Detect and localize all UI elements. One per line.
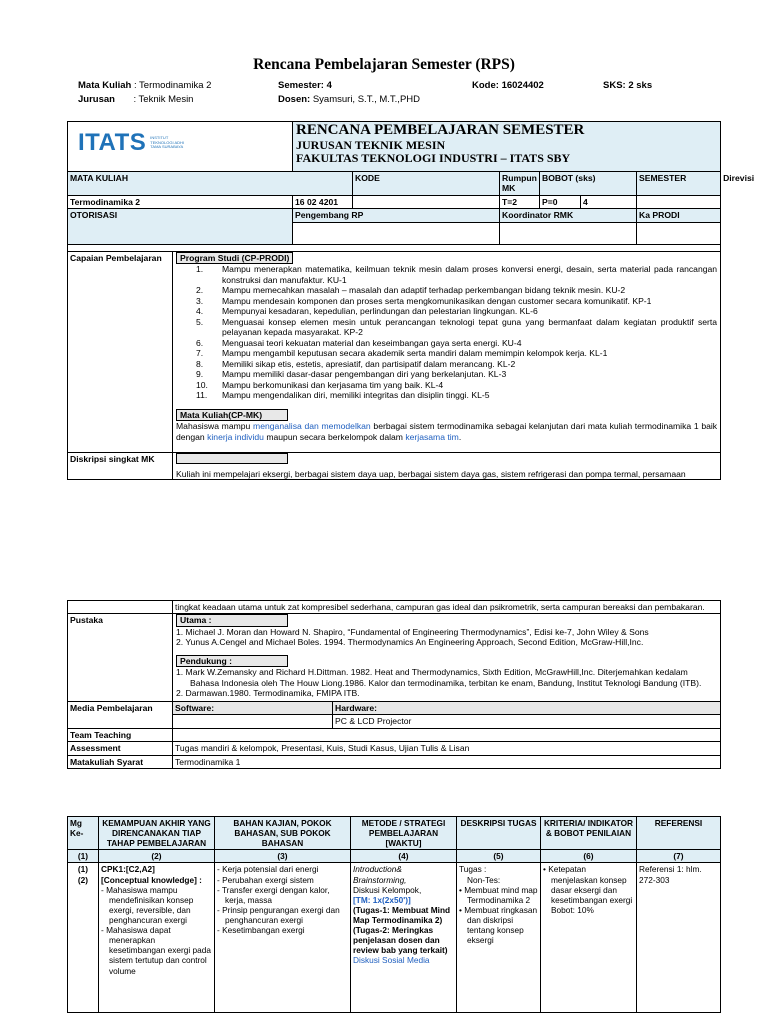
col-rumpun: Rumpun MK xyxy=(500,172,540,196)
pustaka-pendukung-item: 2. Darmawan.1980. Termodinamika, FMIPA ITB. xyxy=(176,688,360,699)
meta-mk-label: Mata Kuliah xyxy=(78,80,132,91)
pustaka-utama-item: 2. Yunus A.Cengel and Michael Boles. 1994. Thermodynamics An Engineering Approach, Second Edition, McGraw-Hill,Inc. xyxy=(176,637,644,648)
rps-header-titles xyxy=(293,122,721,172)
col-kode: KODE xyxy=(353,172,500,196)
capaian-content xyxy=(173,251,721,452)
rumpun-value xyxy=(353,195,500,208)
diskripsi-content xyxy=(173,453,721,480)
weekly-num: (5) xyxy=(457,850,541,863)
weekly-row xyxy=(68,863,721,1013)
pustaka-pendukung-label: Pendukung : xyxy=(176,655,288,667)
weekly-row-metode: Introduction& Brainstorming, Diskusi Kelompok, [TM: 1x(2x50')] (Tugas-1: Membuat Mind Map Termodinamika 2) (Tugas-2: Meringkas penjelasan dosen dan review bab yang terkait) Diskusi Sosial Media xyxy=(351,863,457,1013)
cp-prodi-item-number: 1. xyxy=(196,264,204,275)
weekly-num: (7) xyxy=(637,850,721,863)
cp-prodi-item-text: Menguasai teori kekuatan material dan keseimbangan gaya serta energi. KU-4 xyxy=(222,337,522,348)
assessment-value: Tugas mandiri & kelompok, Presentasi, Kuis, Studi Kasus, Ujian Tulis & Lisan xyxy=(173,742,721,755)
cp-prodi-item-number: 9. xyxy=(196,369,204,380)
cp-prodi-item-number: 4. xyxy=(196,306,204,317)
koordinator-label: Koordinator RMK xyxy=(500,209,637,222)
pengembang-label: Pengembang RP xyxy=(293,209,500,222)
media-label: Media Pembelajaran xyxy=(68,701,173,728)
cp-prodi-item-number: 11. xyxy=(196,390,208,401)
diskripsi-cont-text: tingkat keadaan utama untuk zat kompresibel sederhana, campuran gas ideal dan psikrometrik, serta campuran bereaksi dan pembakaran. xyxy=(173,601,721,614)
diskripsi-text: Kuliah ini mempelajari eksergi, berbagai sistem daya uap, berbagai sistem daya gas, sistem refrigerasi dan pompa termal, persamaan xyxy=(176,468,686,479)
cp-prodi-item-number: 6. xyxy=(196,337,204,348)
weekly-num: (2) xyxy=(99,850,215,863)
cp-prodi-item xyxy=(176,338,717,348)
media-software-label: Software: xyxy=(173,701,333,714)
meta-sks-label: SKS: xyxy=(603,80,626,91)
meta-kode-value: 16024402 xyxy=(501,80,544,91)
weekly-col-week: Mg Ke- xyxy=(68,817,99,850)
bobot-p: P=0 xyxy=(540,195,581,208)
weekly-row-kriteria: • Ketepatan menjelaskan konsep dasar eksergi dan kesetimbangan exergi Bobot: 10% xyxy=(541,863,637,1013)
kaprodi-value xyxy=(637,222,721,244)
meta-jurusan-value: : Teknik Mesin xyxy=(133,94,194,105)
media-hardware-value: PC & LCD Projector xyxy=(333,715,721,728)
spacer-row xyxy=(68,244,721,251)
cp-mk-highlight-2: kinerja individu xyxy=(207,431,264,442)
meta-jurusan xyxy=(78,94,193,105)
weekly-col-kriteria: KRITERIA/ INDIKATOR & BOBOT PENILAIAN xyxy=(541,817,637,850)
cp-prodi-item xyxy=(176,264,717,285)
team-label: Team Teaching xyxy=(68,728,173,741)
cp-prodi-item xyxy=(176,306,717,316)
col-semester: SEMESTER xyxy=(637,172,721,196)
rps-header-fakultas: FAKULTAS TEKNOLOGI INDUSTRI – ITATS SBY xyxy=(296,150,571,165)
cp-prodi-item-number: 3. xyxy=(196,295,204,306)
weekly-col-kemampuan: KEMAMPUAN AKHIR YANG DIRENCANAKAN TIAP TAHAP PEMBELAJARAN xyxy=(99,817,215,850)
syarat-label: Matakuliah Syarat xyxy=(68,755,173,768)
weekly-row-tugas: Tugas : Non-Tes: • Membuat mind map Termodinamika 2 • Membuat ringkasan dan diskripsi tentang konsep eksergi xyxy=(457,863,541,1013)
weekly-col-metode: METODE / STRATEGI PEMBELAJARAN [WAKTU] xyxy=(351,817,457,850)
bahan-item: - Kerja potensial dari energi xyxy=(217,864,319,875)
pustaka-pendukung-item: 1. Mark W.Zemansky and Richard H.Dittman. 1982. Heat and Thermodynamics, Sixth Edition, McGrawHill,Inc. Diterjemahkan kedalam Bahasa Indonesia oleh The Houw Liong.1986. Kalor dan termodinamika, terbitan ke enam, Bandung, Institut Teknologi Bandung (ITB). xyxy=(176,667,702,688)
weekly-col-bahan: BAHAN KAJIAN, POKOK BAHASAN, SUB POKOK BAHASAN xyxy=(215,817,351,850)
meta-dosen-label: Dosen: xyxy=(278,94,311,105)
cp-prodi-item xyxy=(176,296,717,306)
capaian-label: Capaian Pembelajaran xyxy=(68,251,173,452)
pustaka-label: Pustaka xyxy=(68,614,173,701)
cp-prodi-item xyxy=(176,380,717,390)
rps-header-jurusan: JURUSAN TEKNIK MESIN xyxy=(296,137,446,152)
diskripsi-sub-label xyxy=(176,453,288,464)
cp-prodi-item xyxy=(176,390,717,400)
cp-prodi-item-text: Menguasai konsep elemen mesin untuk perancangan teknologi tepat guna yang bermanfaat dalam kegiatan produktif serta pelayanan kepada masyarakat. KP-2 xyxy=(222,316,718,338)
koordinator-value xyxy=(500,222,637,244)
weekly-number-row xyxy=(68,850,721,863)
media-hardware-label: Hardware: xyxy=(333,701,721,714)
kemampuan-item: - Mahasiswa mampu mendefinisikan konsep exergi, reversible, dan penghancuran exergi xyxy=(101,884,194,925)
cp-mk-label: Mata Kuliah(CP-MK) xyxy=(176,409,288,421)
weekly-num: (1) xyxy=(68,850,99,863)
weekly-row-referensi: Referensi 1: hlm. 272-303 xyxy=(637,863,721,1013)
diskripsi-cont-label xyxy=(68,601,173,614)
kaprodi-label: Ka PRODI xyxy=(637,209,721,222)
itats-logo xyxy=(70,123,290,163)
diskripsi-label: Diskripsi singkat MK xyxy=(68,453,173,480)
bahan-item: - Perubahan exergi sistem xyxy=(217,874,314,885)
mk-name: Termodinamika 2 xyxy=(68,195,293,208)
cp-prodi-item-text: Mampu menerapkan matematika, keilmuan teknik mesin dalam proses konversi energi, desain, serta material pada rancangan konstruksi dan manufaktur. KU-1 xyxy=(222,264,718,285)
rps-header-title: RENCANA PEMBELAJARAN SEMESTER xyxy=(296,122,585,138)
cp-prodi-item xyxy=(176,317,717,338)
direvisi-value xyxy=(637,195,721,208)
cp-prodi-item-number: 5. xyxy=(196,316,204,327)
tugas-item: • Membuat ringkasan dan diskripsi tentang konsep eksergi xyxy=(459,904,538,946)
weekly-num: (3) xyxy=(215,850,351,863)
kemampuan-item: - Mahasiswa dapat menerapkan kesetimbangan exergi pada sistem tertutup dan control volume xyxy=(101,925,211,976)
weekly-col-referensi: REFERENSI xyxy=(637,817,721,850)
logo-cell xyxy=(68,122,293,172)
rps-main-table: ITATS INSTITUT TEKNOLOGI ADHI TAMA SURABAYA RENCANA PEMBELAJARAN SEMESTER JURUSAN TEKNIK MESIN FAKULTAS TEKNOLOGI INDUSTRI – ITATS SBY MATA KULIAH KODE Rumpun MK BOBOT (sks) SEMESTER Direvisi Termodinamika 2 16 02 4201 T=2 P=0 4 OTORISASI Pengembang RP Koordinator RMK Ka PRODI Capaian Pembelajaran Program Studi (CP-PRODI) 1. Mampu menerapkan matematika, keilmuan teknik mesin dalam proses konversi energi, desain, serta material pada rancangan konstruksi dan manufaktur. KU-1 2. Mampu memecahkan masalah – masalah dan adaptif terhadap perkembangan bidang teknik mesin. KU-2 3. Mampu mendesain komponen dan proses serta mengkomunikasikan dengan customer secara komunikatif. KP-1 4. Mempunyai kesadaran, kepedulian, perlindungan dan pelestarian lingkungan. KL-6 5. Menguasai konsep elemen mesin untuk perancangan teknologi tepat guna yang bermanfaat dalam kegiatan produktif serta pelayanan kepada masyarakat. KP-2 6. Menguasai teori kekuatan material dan keseimbangan gaya serta energi. KU-4 7. Mampu mengambil keputusan secara akademik serta mandiri dalam memimpin kelompok kerja. KL-1 8. Memiliki sikap etis, estetis, apresiatif, dan partisipatif dalam merancang. KL-2 9. Mampu memiliki dasar-dasar pengembangan diri yang berkelanjutan. KL-3 10. Mampu berkomunikasi dan kerjasama tim yang baik. KL-4 11. Mampu mengendalikan diri, memiliki integritas dan disiplin tinggi. KL-5 Mata Kuliah(CP-MK) Mahasiswa mampu menganalisa dan memodelkan berbagai sistem termodinamika sebagai kelanjutan dari mata kuliah termodinamika 1 baik dengan kinerja individu maupun secara berkelompok dalam kerjasama tim. Diskripsi singkat MK Kuliah ini mempelajari eksergi, berbagai sistem daya uap, berbagai sistem daya gas, sistem refrigerasi dan pompa termal, persamaan xyxy=(67,121,721,480)
cp-prodi-item-text: Mampu mendesain komponen dan proses serta mengkomunikasikan dengan customer secara komunikatif. KP-1 xyxy=(222,295,652,306)
meta-mk-value: : Termodinamika 2 xyxy=(133,80,212,91)
pustaka-content xyxy=(173,614,721,701)
cp-prodi-item-text: Mampu berkomunikasi dan kerjasama tim yang baik. KL-4 xyxy=(222,379,444,390)
meta-dosen-value: Syamsuri, S.T., M.T.,PHD xyxy=(312,94,420,105)
assessment-label: Assessment xyxy=(68,742,173,755)
kode-value: 16 02 4201 xyxy=(293,195,353,208)
pengembang-value xyxy=(293,222,500,244)
cp-prodi-item xyxy=(176,348,717,358)
meta-mata-kuliah xyxy=(78,80,211,91)
logo-subtext: INSTITUT TEKNOLOGI ADHI TAMA SURABAYA xyxy=(150,135,185,150)
pustaka-pendukung-list xyxy=(176,667,717,698)
rps-continued-table xyxy=(67,600,721,769)
meta-jurusan-label: Jurusan xyxy=(78,94,115,105)
cp-prodi-item-number: 10. xyxy=(196,379,208,390)
meta-semester-value: 4 xyxy=(326,80,332,91)
cp-prodi-item-number: 8. xyxy=(196,358,204,369)
cp-prodi-item xyxy=(176,359,717,369)
cp-prodi-item-text: Mempunyai kesadaran, kepedulian, perlindungan dan pelestarian lingkungan. KL-6 xyxy=(222,306,538,317)
logo-wordmark: ITATS xyxy=(78,129,147,157)
weekly-row-week: (1) (2) xyxy=(68,863,99,1013)
meta-sks-value: 2 sks xyxy=(628,80,653,91)
pustaka-utama-list xyxy=(176,627,717,648)
col-bobot: BOBOT (sks) xyxy=(540,172,637,196)
semester-value: 4 xyxy=(581,195,637,208)
bobot-t: T=2 xyxy=(500,195,540,208)
syarat-value: Termodinamika 1 xyxy=(173,755,721,768)
weekly-plan-table xyxy=(67,816,721,1013)
tugas-item: • Membuat mind map Termodinamika 2 xyxy=(459,884,538,905)
weekly-row-kemampuan: CPK1:[C2,A2] [Conceptual knowledge] : - Mahasiswa mampu mendefinisikan konsep exergi, reversible, dan penghancuran exergi - Mahasiswa dapat menerapkan kesetimbangan exergi pada sistem tertutup dan control volume xyxy=(99,863,215,1013)
otorisasi-label: OTORISASI xyxy=(68,209,293,244)
cp-prodi-label: Program Studi (CP-PRODI) xyxy=(176,252,293,264)
pustaka-utama-item: 1. Michael J. Moran dan Howard N. Shapiro, “Fundamental of Engineering Thermodynamics”, Edisi ke-7, John Wiley & Sons xyxy=(176,626,649,637)
cp-prodi-item xyxy=(176,285,717,295)
media-software-value xyxy=(173,715,333,728)
bahan-item: - Kesetimbangan exergi xyxy=(217,925,305,936)
cp-mk-highlight-1: menganalisa dan memodelkan xyxy=(253,421,371,432)
cp-prodi-item xyxy=(176,369,717,379)
document-title: Rencana Pembelajaran Semester (RPS) xyxy=(253,56,515,73)
cp-prodi-item-number: 7. xyxy=(196,348,204,359)
cp-prodi-item-text: Mampu memecahkan masalah – masalah dan adaptif terhadap perkembangan bidang teknik mesin. KU-2 xyxy=(222,285,626,296)
cp-prodi-item-text: Mampu memiliki dasar-dasar pengembangan diri yang berkelanjutan. KL-3 xyxy=(222,369,507,380)
meta-semester xyxy=(278,80,332,91)
cp-prodi-item-text: Mampu mengambil keputusan secara akademik serta mandiri dalam memimpin kelompok kerja. KL-1 xyxy=(222,348,608,359)
cp-prodi-item-text: Mampu mengendalikan diri, memiliki integritas dan disiplin tinggi. KL-5 xyxy=(222,390,490,401)
weekly-num: (4) xyxy=(351,850,457,863)
weekly-row-bahan xyxy=(215,863,351,1013)
meta-semester-label: Semester: xyxy=(278,80,324,91)
cp-mk-text: Mahasiswa mampu menganalisa dan memodelkan berbagai sistem termodinamika sebagai kelanjutan dari mata kuliah termodinamika 1 baik dengan kinerja individu maupun secara berkelompok dalam kerjasama tim. xyxy=(176,421,718,442)
meta-kode xyxy=(472,80,544,91)
cp-prodi-list xyxy=(176,264,717,400)
weekly-header-row xyxy=(68,817,721,850)
weekly-num: (6) xyxy=(541,850,637,863)
weekly-col-tugas: DESKRIPSI TUGAS xyxy=(457,817,541,850)
cp-prodi-item-text: Memiliki sikap etis, estetis, apresiatif, dan partisipatif dalam merancang. KL-2 xyxy=(222,358,516,369)
pustaka-utama-label: Utama : xyxy=(176,614,288,626)
cp-prodi-item-number: 2. xyxy=(196,285,204,296)
cp-mk-highlight-3: kerjasama tim xyxy=(405,431,459,442)
meta-kode-label: Kode: xyxy=(472,80,499,91)
col-mata-kuliah: MATA KULIAH xyxy=(68,172,353,196)
bahan-item: - Transfer exergi dengan kalor, kerja, massa xyxy=(217,884,330,905)
meta-sks xyxy=(603,80,652,91)
meta-dosen xyxy=(278,94,420,105)
bahan-item: - Prinsip pengurangan exergi dan penghancuran exergi xyxy=(217,904,340,925)
team-value xyxy=(173,728,721,741)
